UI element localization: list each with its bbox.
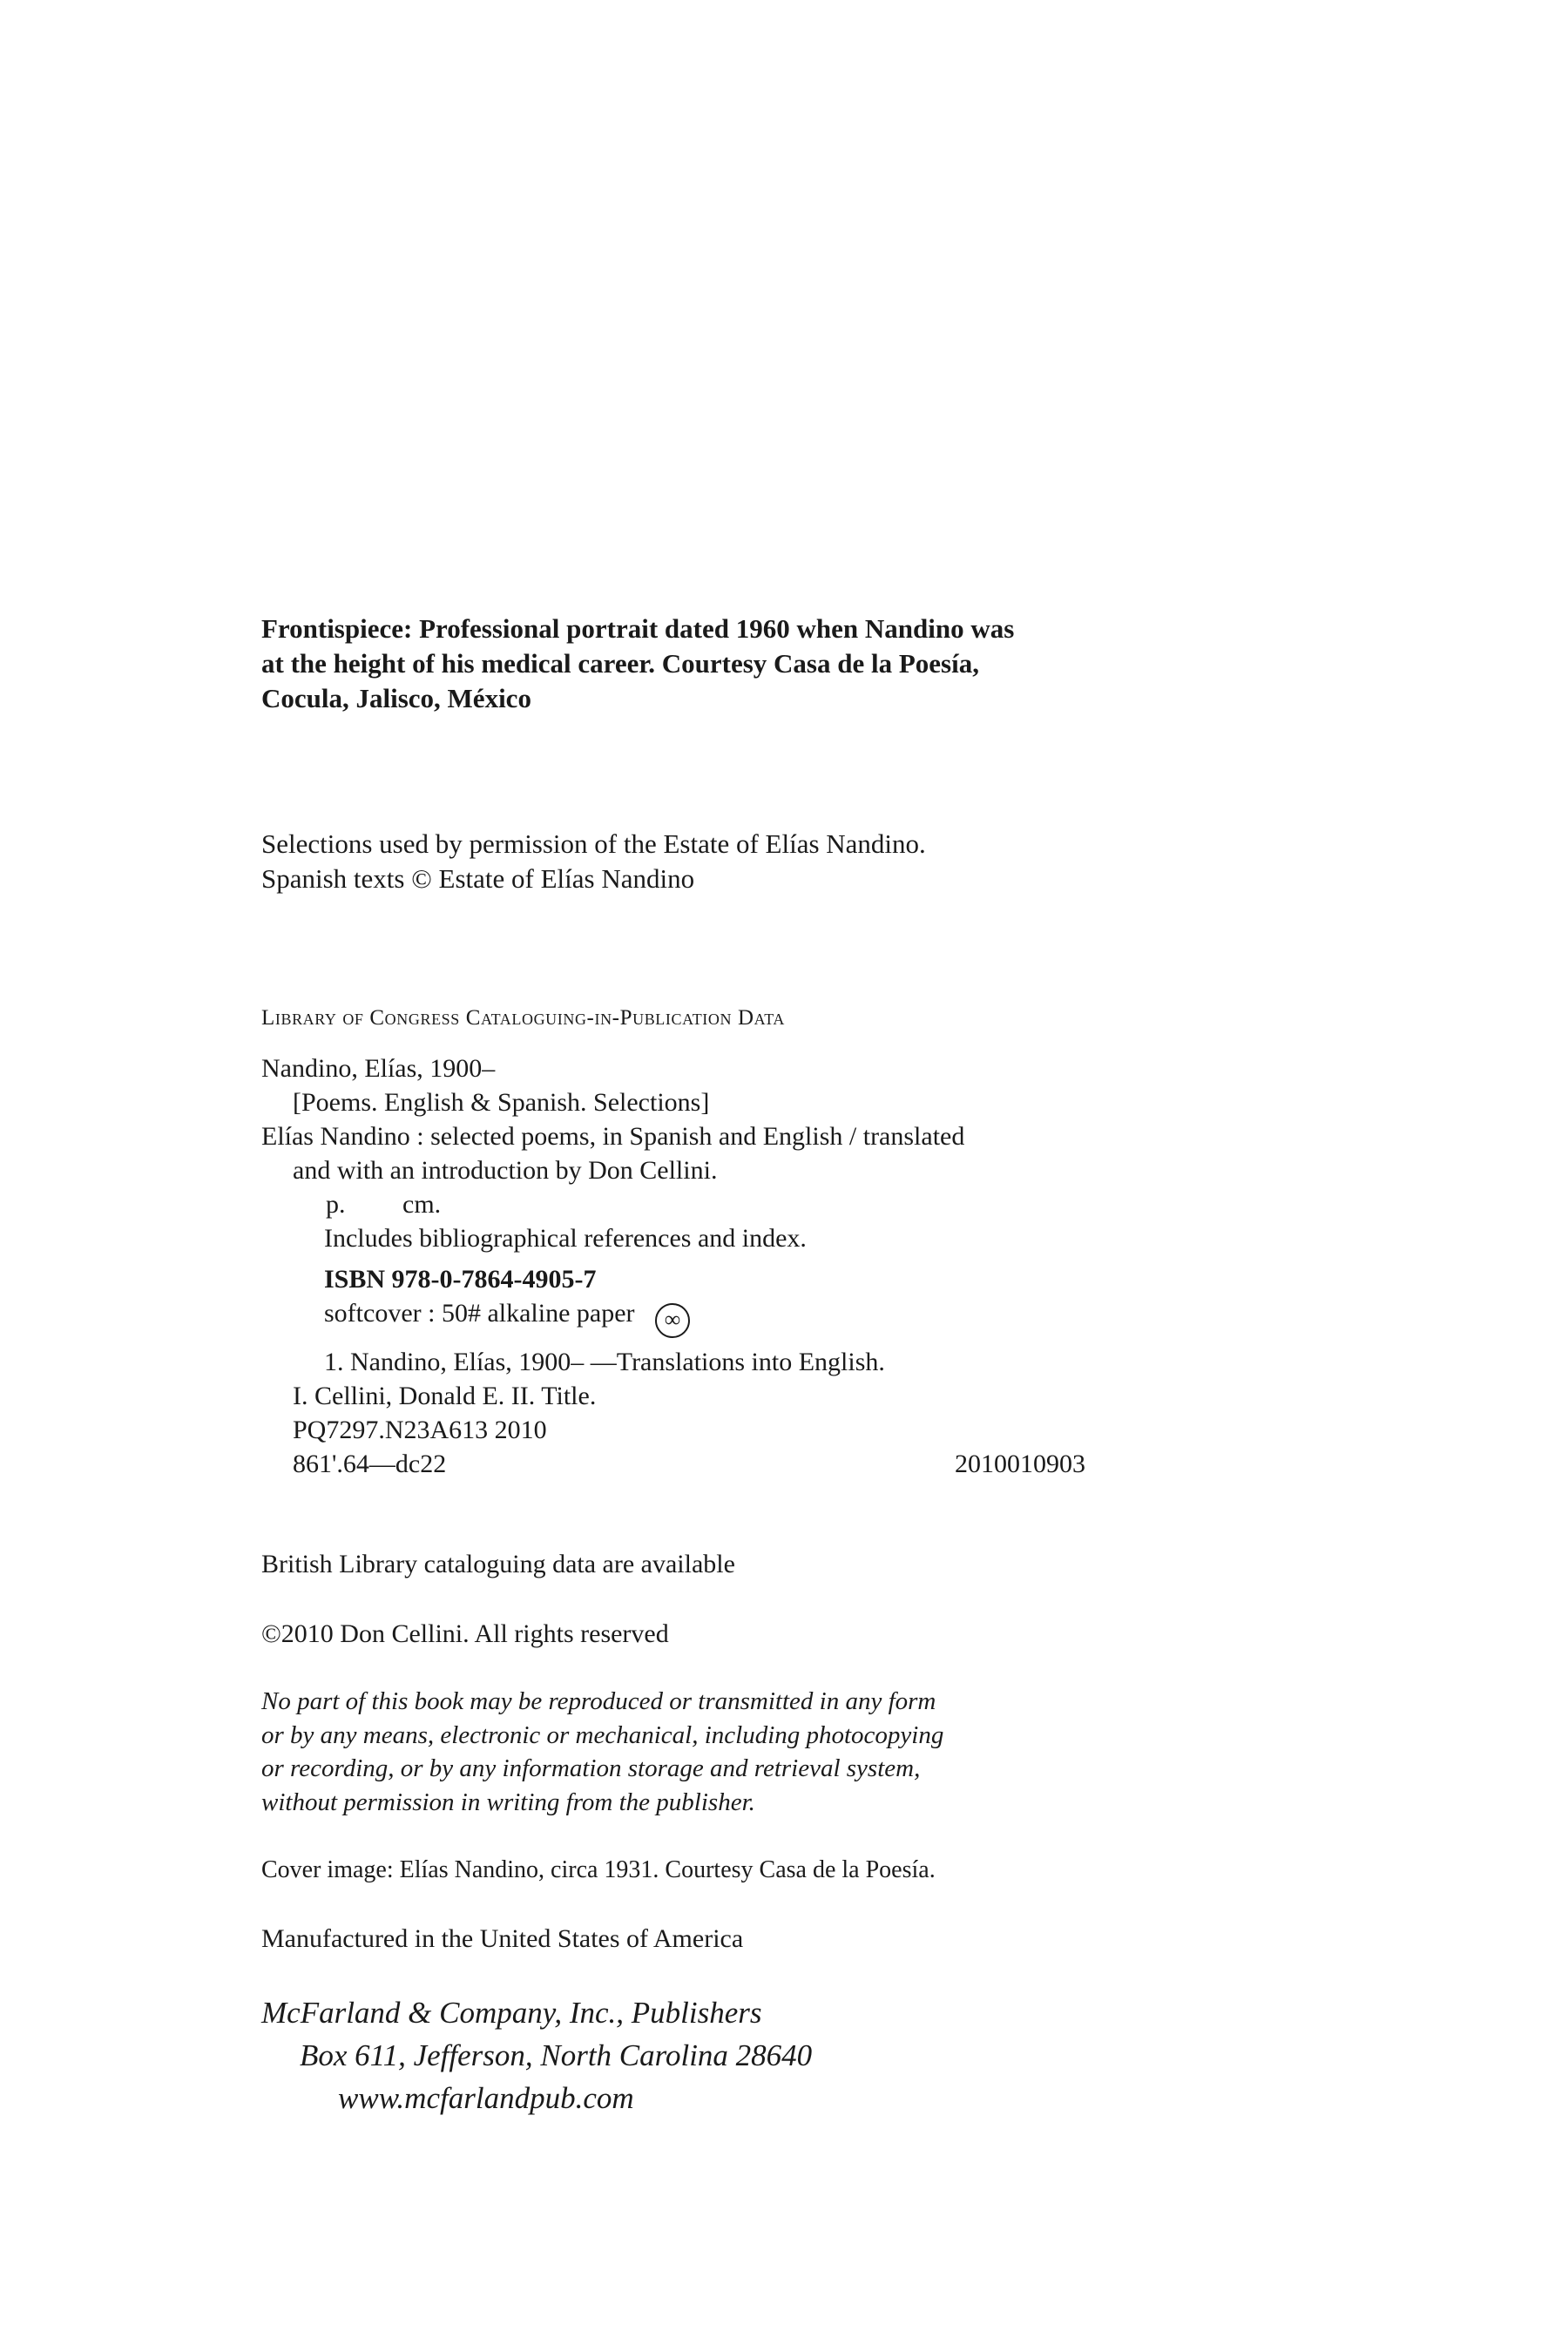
cip-lccn: 2010010903 <box>955 1450 1085 1478</box>
cover-image-credit: Cover image: Elías Nandino, circa 1931. Courtesy Casa de la Poesía. <box>261 1856 936 1883</box>
rights-line: or by any means, electronic or mechanical, including photocopying <box>261 1720 944 1749</box>
permission-notice <box>261 827 1342 896</box>
cip-subject: 1. Nandino, Elías, 1900– —Translations into English. <box>324 1348 885 1376</box>
publisher-address: Box 611, Jefferson, North Carolina 28640 <box>300 2038 813 2072</box>
cip-title-line: and with an introduction by Don Cellini. <box>293 1156 718 1185</box>
cip-author: Nandino, Elías, 1900– <box>261 1054 496 1083</box>
cip-dewey-row <box>261 1447 1085 1481</box>
cip-notes: Includes bibliographical references and index. <box>324 1224 807 1253</box>
cip-lc-class: PQ7297.N23A613 2010 <box>293 1416 547 1444</box>
cip-record <box>261 1051 1342 1481</box>
infinity-symbol-icon: ∞ <box>655 1303 690 1338</box>
cip-dewey: 861'.64—dc22 <box>293 1450 447 1478</box>
manufactured-note: Manufactured in the United States of America <box>261 1924 744 1953</box>
permission-line: Spanish texts © Estate of Elías Nandino <box>261 863 695 894</box>
rights-notice <box>261 1685 1342 1819</box>
cip-title-line: Elías Nandino : selected poems, in Spanish and English / translated <box>261 1122 965 1151</box>
rights-line: without permission in writing from the publisher. <box>261 1788 755 1816</box>
frontispiece-line: at the height of his medical career. Courtesy Casa de la Poesía, <box>261 648 979 679</box>
rights-line: or recording, or by any information storage and retrieval system, <box>261 1754 921 1782</box>
rights-line: No part of this book may be reproduced or transmitted in any form <box>261 1687 936 1715</box>
frontispiece-line: Frontispiece: Professional portrait dated 1960 when Nandino was <box>261 613 1015 644</box>
publisher-website: www.mcfarlandpub.com <box>338 2081 634 2115</box>
frontispiece-line: Cocula, Jalisco, México <box>261 683 531 713</box>
british-library-note: British Library cataloguing data are available <box>261 1550 735 1578</box>
cip-physical-desc <box>261 1187 1342 1221</box>
cip-cm-label: cm. <box>402 1190 442 1219</box>
cip-heading: Library of Congress Cataloguing-in-Publication Data <box>261 1006 785 1030</box>
cip-binding-text: softcover : 50# alkaline paper <box>324 1299 635 1328</box>
frontispiece-caption <box>261 612 1342 716</box>
cip-isbn: ISBN 978-0-7864-4905-7 <box>324 1265 597 1294</box>
cip-pages-label: p. <box>326 1190 346 1219</box>
publisher-block <box>261 1991 1342 2119</box>
cip-added-entries: I. Cellini, Donald E. II. Title. <box>293 1382 597 1410</box>
cip-binding <box>261 1296 1342 1338</box>
copyright-line: ©2010 Don Cellini. All rights reserved <box>261 1619 669 1648</box>
cip-uniform-title: [Poems. English & Spanish. Selections] <box>293 1088 710 1117</box>
permission-line: Selections used by permission of the Estate of Elías Nandino. <box>261 828 926 859</box>
publisher-name: McFarland & Company, Inc., Publishers <box>261 1996 762 2030</box>
